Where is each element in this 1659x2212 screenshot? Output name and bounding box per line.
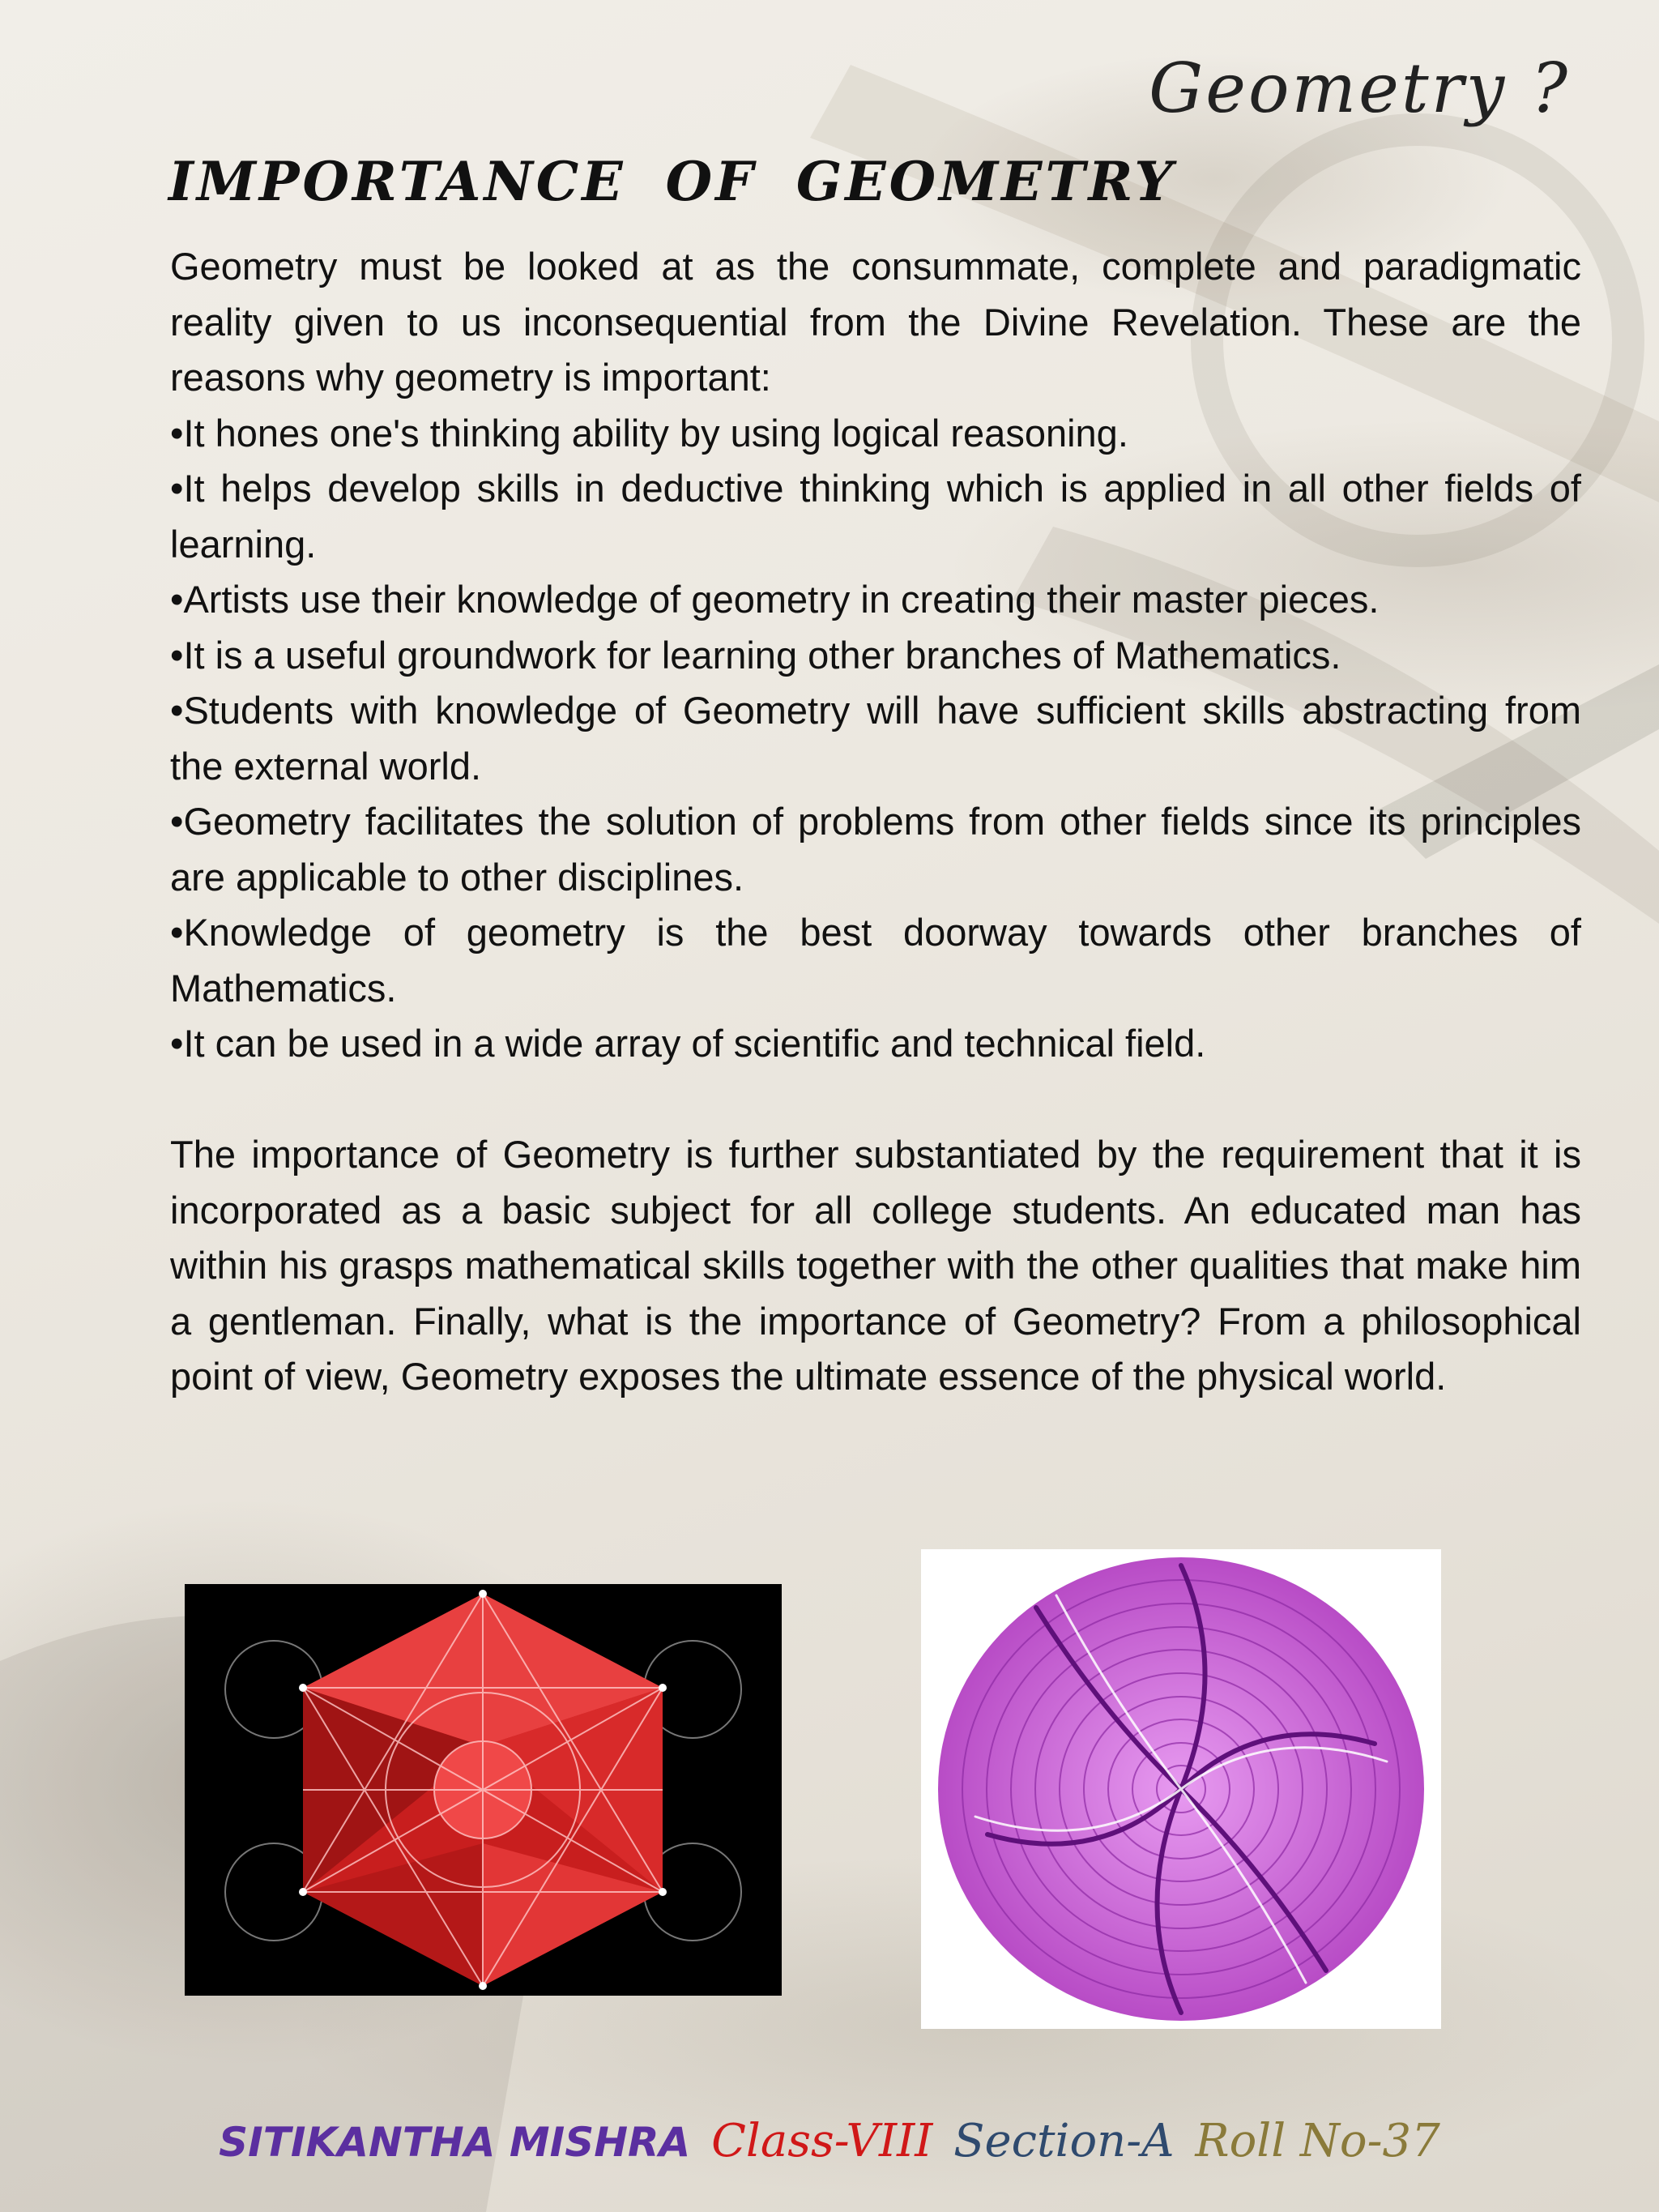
page-title: Geometry ? xyxy=(1149,49,1570,128)
author-section: Section-A xyxy=(953,2115,1175,2167)
purple-spiral-illusion-image xyxy=(921,1549,1441,2029)
list-item: •Knowledge of geometry is the best doorway towards other branches of Mathematics. xyxy=(170,911,1581,1010)
list-item: •It hones one's thinking ability by using logical reasoning. xyxy=(170,411,1128,455)
list-item: •Geometry facilitates the solution of problems from other fields since its principles are applicable to other disciplines. xyxy=(170,800,1581,899)
article-body xyxy=(170,239,1581,1405)
list-item: •It can be used in a wide array of scientific and technical field. xyxy=(170,1022,1206,1065)
author-class: Class-VIII xyxy=(711,2115,933,2167)
list-item: •It is a useful groundwork for learning other branches of Mathematics. xyxy=(170,633,1341,677)
author-roll-number: Roll No-37 xyxy=(1195,2115,1440,2167)
intro-paragraph: Geometry must be looked at as the consummate, complete and paradigmatic reality given to us inconsequential from the Divine Revelation. These are the reasons why geometry is important: xyxy=(170,245,1581,399)
section-heading: IMPORTANCE OF GEOMETRY xyxy=(168,150,1176,213)
author-footer xyxy=(0,2115,1659,2167)
red-icosahedron-image xyxy=(185,1584,782,1996)
closing-paragraph: The importance of Geometry is further substantiated by the requirement that it is incorporated as a basic subject for all college students. An educated man has within his grasps mathematical skills together with the other qualities that make him a gentleman. Finally, what is the importance of Geometry? From a philosophical point of view, Geometry exposes the ultimate essence of the physical world. xyxy=(170,1133,1581,1398)
list-item: •Artists use their knowledge of geometry in creating their master pieces. xyxy=(170,578,1380,621)
author-name: SITIKANTHA MISHRA xyxy=(219,2119,691,2166)
list-item: •Students with knowledge of Geometry will have sufficient skills abstracting from the external world. xyxy=(170,689,1581,788)
reasons-list xyxy=(170,406,1581,1072)
list-item: •It helps develop skills in deductive thinking which is applied in all other fields of learning. xyxy=(170,467,1581,566)
